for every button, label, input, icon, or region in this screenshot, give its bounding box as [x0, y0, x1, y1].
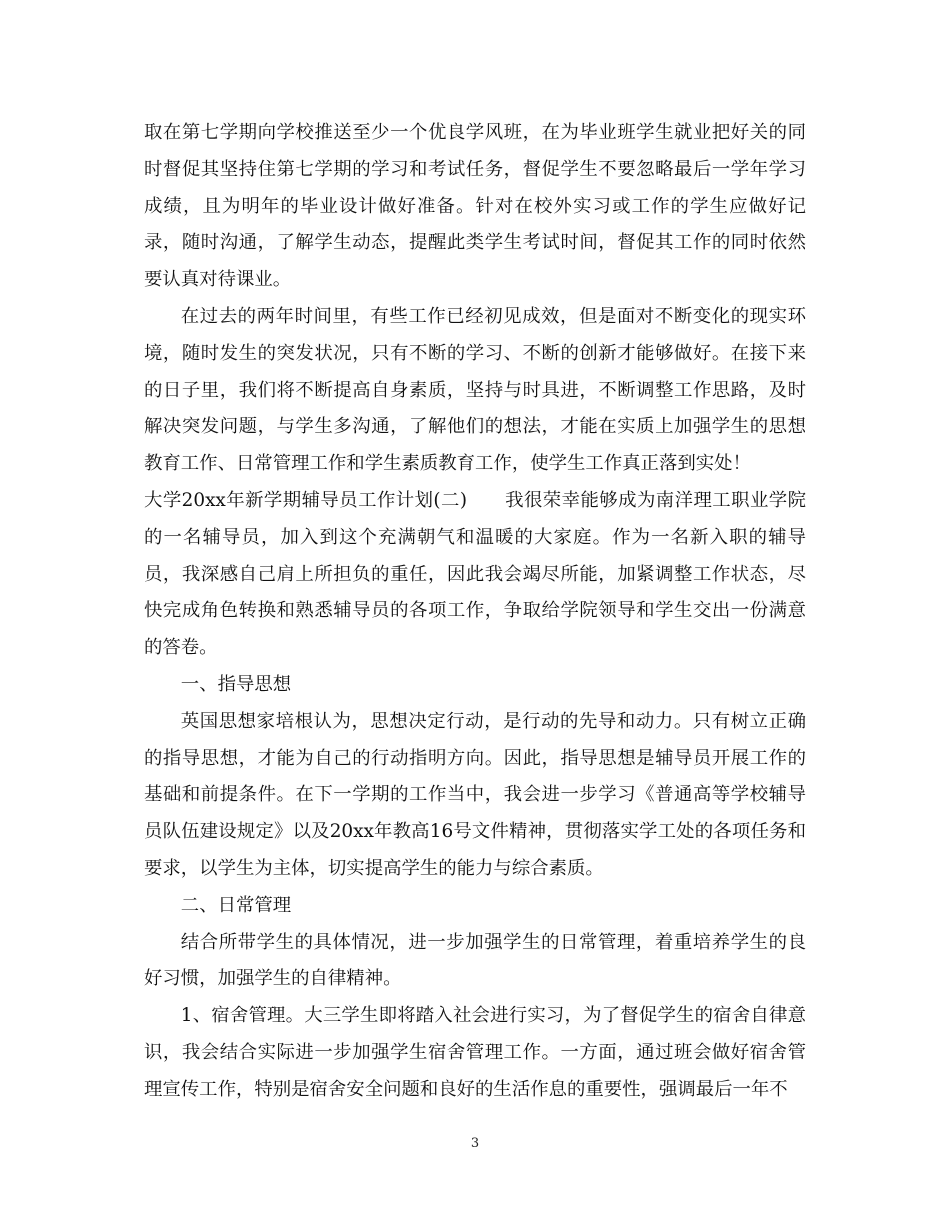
page-number: 3	[470, 1136, 480, 1151]
document-body	[144, 115, 806, 1109]
section-heading-guiding-ideology: 一、指导思想	[180, 673, 292, 695]
paragraph-plan-intro: 大学20xx年新学期辅导员工作计划(二) 我很荣幸能够成为南洋理工职业学院的一名辅导员，加入到这个充满朝气和温暖的大家庭。作为一名新入职的辅导员，我深感自己肩上所担负的重任，因此我会竭尽所能，加紧调整工作状态，尽快完成角色转换和熟悉辅导员的各项工作，争取给学院领导和学生交出一份满意的答卷。	[144, 489, 806, 659]
paragraph-guiding-ideology: 英国思想家培根认为，思想决定行动，是行动的先导和动力。只有树立正确的指导思想，才能为自己的行动指明方向。因此，指导思想是辅导员开展工作的基础和前提条件。在下一学期的工作当中，我会进一步学习《普通高等学校辅导员队伍建设规定》以及20xx年教高16号文件精神，贯彻落实学工处的各项任务和要求，以学生为主体，切实提高学生的能力与综合素质。	[144, 710, 806, 879]
paragraph-review: 在过去的两年时间里，有些工作已经初见成效，但是面对不断变化的现实环境，随时发生的突发状况，只有不断的学习、不断的创新才能够做好。在接下来的日子里，我们将不断提高自身素质，坚持与时具进，不断调整工作思路，及时解决突发问题，与学生多沟通，了解他们的想法，才能在实质上加强学生的思想教育工作、日常管理工作和学生素质教育工作，使学生工作真正落到实处！	[144, 305, 806, 475]
paragraph-dormitory-management: 1、宿舍管理。大三学生即将踏入社会进行实习，为了督促学生的宿舍自律意识，我会结合实际进一步加强学生宿舍管理工作。一方面，通过班会做好宿舍管理宣传工作，特别是宿舍安全问题和良好的生活作息的重要性，强调最后一年不	[144, 1005, 806, 1100]
section-heading-daily-management: 二、日常管理	[180, 894, 292, 916]
paragraph-daily-management: 结合所带学生的具体情况，进一步加强学生的日常管理，着重培养学生的良好习惯，加强学生的自律精神。	[144, 931, 806, 990]
paragraph-continuation: 取在第七学期向学校推送至少一个优良学风班，在为毕业班学生就业把好关的同时督促其坚持住第七学期的学习和考试任务，督促学生不要忽略最后一学年学习成绩，且为明年的毕业设计做好准备。针对在校外实习或工作的学生应做好记录，随时沟通，了解学生动态，提醒此类学生考试时间，督促其工作的同时依然要认真对待课业。	[144, 122, 806, 291]
